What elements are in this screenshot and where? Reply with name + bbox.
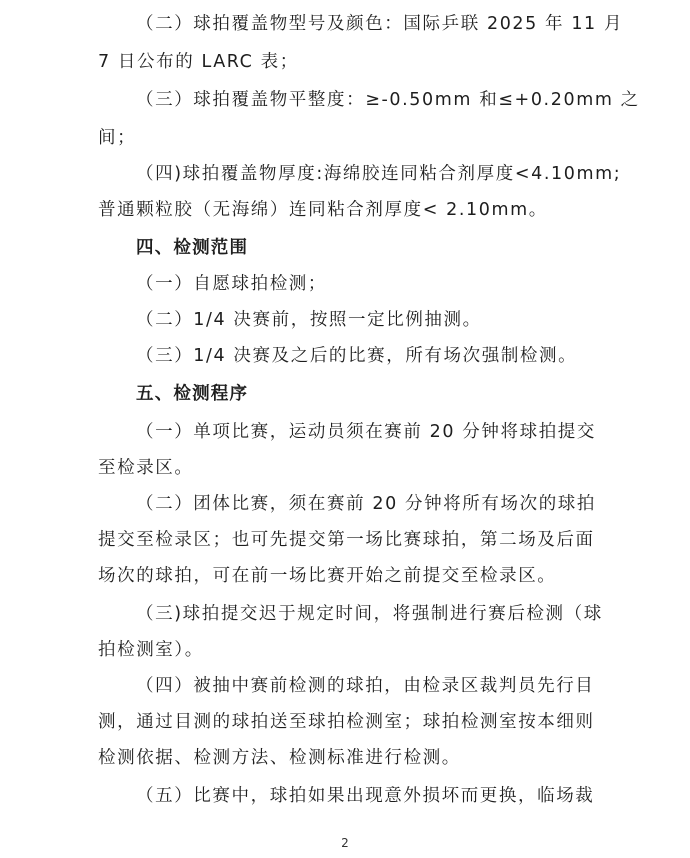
paragraph-line: 普通颗粒胶（无海绵）连同粘合剂厚度< 2.10mm。 bbox=[98, 200, 548, 220]
paragraph-line: 拍检测室）。 bbox=[98, 640, 204, 660]
paragraph-line: 测，通过目测的球拍送至球拍检测室；球拍检测室按本细则 bbox=[98, 712, 595, 732]
paragraph-line: （五）比赛中，球拍如果出现意外损坏而更换，临场裁 bbox=[136, 786, 595, 806]
paragraph-line: （二）团体比赛，须在赛前 20 分钟将所有场次的球拍 bbox=[136, 494, 596, 514]
paragraph-line: 7 日公布的 LARC 表； bbox=[98, 52, 299, 72]
paragraph-line: （三）球拍覆盖物平整度：≥-0.50mm 和≤+0.20mm 之 bbox=[136, 90, 640, 110]
paragraph-line: （一）自愿球拍检测； bbox=[136, 274, 327, 294]
paragraph-line: 检测依据、检测方法、检测标准进行检测。 bbox=[98, 748, 461, 768]
paragraph-line: 场次的球拍，可在前一场比赛开始之前提交至检录区。 bbox=[98, 566, 557, 586]
section-heading: 五、检测程序 bbox=[136, 384, 249, 404]
paragraph-line: 间； bbox=[98, 128, 137, 148]
paragraph-line: 提交至检录区；也可先提交第一场比赛球拍，第二场及后面 bbox=[98, 530, 595, 550]
section-heading: 四、检测范围 bbox=[136, 238, 249, 258]
paragraph-line: 至检录区。 bbox=[98, 458, 194, 478]
page-number: 2 bbox=[341, 836, 349, 850]
paragraph-line: （二）球拍覆盖物型号及颜色：国际乒联 2025 年 11 月 bbox=[136, 14, 624, 34]
paragraph-line: （一）单项比赛，运动员须在赛前 20 分钟将球拍提交 bbox=[136, 422, 596, 442]
paragraph-line: （三)球拍提交迟于规定时间，将强制进行赛后检测（球 bbox=[136, 604, 603, 624]
paragraph-line: （三）1/4 决赛及之后的比赛，所有场次强制检测。 bbox=[136, 346, 578, 366]
paragraph-line: （四)球拍覆盖物厚度:海绵胶连同粘合剂厚度<4.10mm; bbox=[136, 164, 622, 184]
paragraph-line: （二）1/4 决赛前，按照一定比例抽测。 bbox=[136, 310, 482, 330]
paragraph-line: （四）被抽中赛前检测的球拍，由检录区裁判员先行目 bbox=[136, 676, 595, 696]
